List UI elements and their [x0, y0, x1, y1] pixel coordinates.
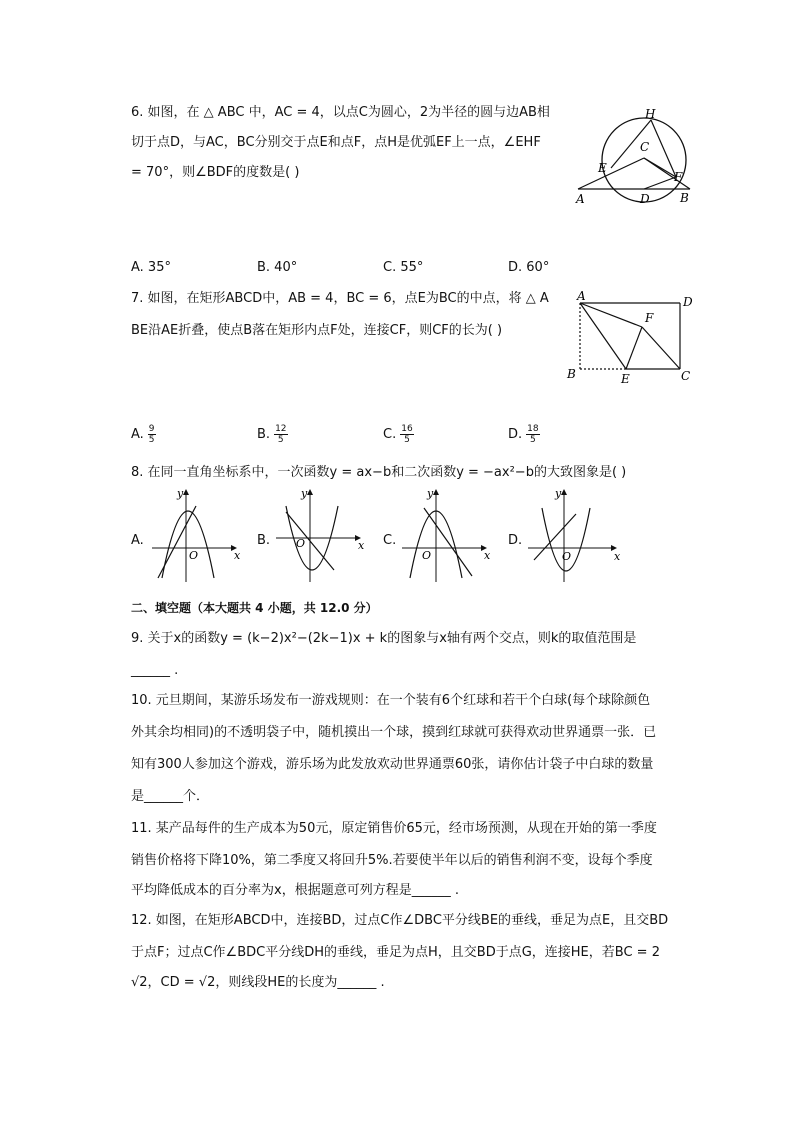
q6-label-b: B	[680, 191, 689, 205]
q8-option-c: C.	[383, 533, 397, 548]
q11-line-1: 11. 某产品每件的生产成本为50元，原定销售价65元，经市场预测，从现在开始的第一季度	[131, 821, 657, 836]
q6-label-d: D	[640, 192, 650, 206]
q8-d-origin: O	[562, 550, 572, 563]
q7-label-c: C	[681, 369, 691, 383]
q6-option-a: A. 35°	[131, 260, 171, 275]
q7-line-1: 7. 如图，在矩形ABCD中，AB = 4，BC = 6，点E为BC的中点，将 △ A	[131, 291, 549, 306]
q7-option-b: B. $\frac{12}{5}$	[257, 424, 287, 445]
q11-line-3: 平均降低成本的百分率为x，根据题意可列方程是______ .	[131, 883, 459, 898]
q10-line-4: 是______个．	[131, 789, 210, 804]
q12-line-2: 于点F；过点C作∠BDC平分线DH的垂线，垂足为点H，且交BD于点G，连接HE，若BC = 2	[131, 945, 660, 960]
q9-line-2: ______ .	[131, 663, 179, 678]
q8-d-y: y	[555, 487, 562, 500]
q6-label-f: F	[674, 170, 683, 184]
q9-line-1: 9. 关于x的函数y = (k−2)x²−(2k−1)x + k的图象与x轴有两个交点，则k的取值范围是	[131, 631, 637, 646]
q7-label-d: D	[683, 295, 693, 309]
q10-line-2: 外其余均相同)的不透明袋子中，随机摸出一个球，摸到红球就可获得欢动世界通票一张．已	[131, 725, 657, 740]
q8-option-a: A.	[131, 533, 144, 548]
q6-line-2: 切于点D，与AC，BC分别交于点E和点F，点H是优弧EF上一点，∠EHF	[131, 135, 541, 150]
q7-option-d: D. $\frac{18}{5}$	[508, 424, 539, 445]
q6-line-3: = 70°，则∠BDF的度数是( )	[131, 165, 300, 180]
q10-line-1: 10. 元旦期间，某游乐场发布一游戏规则：在一个装有6个红球和若干个白球(每个球除颜色	[131, 693, 651, 708]
q10-line-3: 知有300人参加这个游戏，游乐场为此发放欢动世界通票60张，请你估计袋子中白球的数量	[131, 757, 654, 772]
section-fill-in-title: 二、填空题（本大题共 4 小题，共 12.0 分）	[131, 601, 378, 615]
q8-b-y: y	[301, 487, 308, 500]
q6-option-b: B. 40°	[257, 260, 298, 275]
q6-label-a: A	[576, 192, 585, 206]
q7-label-e: E	[621, 372, 630, 386]
q8-a-x: x	[234, 549, 241, 562]
q6-option-d: D. 60°	[508, 260, 550, 275]
q8-line: 8. 在同一直角坐标系中，一次函数y = ax−b和二次函数y = −ax²−b的大致图象是( )	[131, 465, 627, 480]
q8-c-y: y	[427, 487, 434, 500]
q8-a-origin: O	[189, 549, 199, 562]
q7-option-a: A. $\frac{9}{5}$	[131, 424, 155, 445]
q8-graph-d	[524, 484, 624, 584]
q8-a-y: y	[177, 487, 184, 500]
q7-label-a: A	[577, 289, 586, 303]
q6-circle-figure	[570, 100, 700, 210]
q12-line-1: 12. 如图，在矩形ABCD中，连接BD，过点C作∠DBC平分线BE的垂线，垂足为点E，且交BD	[131, 913, 669, 928]
q7-line-2: BE沿AE折叠，使点B落在矩形内点F处，连接CF，则CF的长为( )	[131, 323, 503, 338]
q7-label-f: F	[645, 311, 654, 325]
q8-option-d: D.	[508, 533, 523, 548]
q6-option-c: C. 55°	[383, 260, 424, 275]
q7-option-c: C. $\frac{16}{5}$	[383, 424, 413, 445]
q8-b-origin: O	[296, 537, 306, 550]
q8-graph-a	[148, 484, 244, 584]
q7-label-b: B	[567, 367, 576, 381]
q8-b-x: x	[358, 539, 365, 552]
q8-graph-b	[272, 484, 368, 584]
q8-c-origin: O	[422, 549, 432, 562]
q11-line-2: 销售价格将下降10%，第二季度又将回升5%.若要使半年以后的销售利润不变，设每个季度	[131, 853, 653, 868]
q8-option-b: B.	[257, 533, 271, 548]
q7-rectangle-figure	[560, 285, 700, 390]
q6-label-c: C	[640, 140, 650, 154]
q8-graph-c	[398, 484, 494, 584]
q6-label-e: E	[598, 161, 607, 175]
q6-line-1: 6. 如图，在 △ ABC 中，AC = 4，以点C为圆心，2为半径的圆与边AB相	[131, 105, 550, 120]
q8-c-x: x	[484, 549, 491, 562]
q12-line-3: √2，CD = √2，则线段HE的长度为______ .	[131, 975, 385, 990]
q8-d-x: x	[614, 550, 621, 563]
q6-label-h: H	[645, 107, 656, 121]
